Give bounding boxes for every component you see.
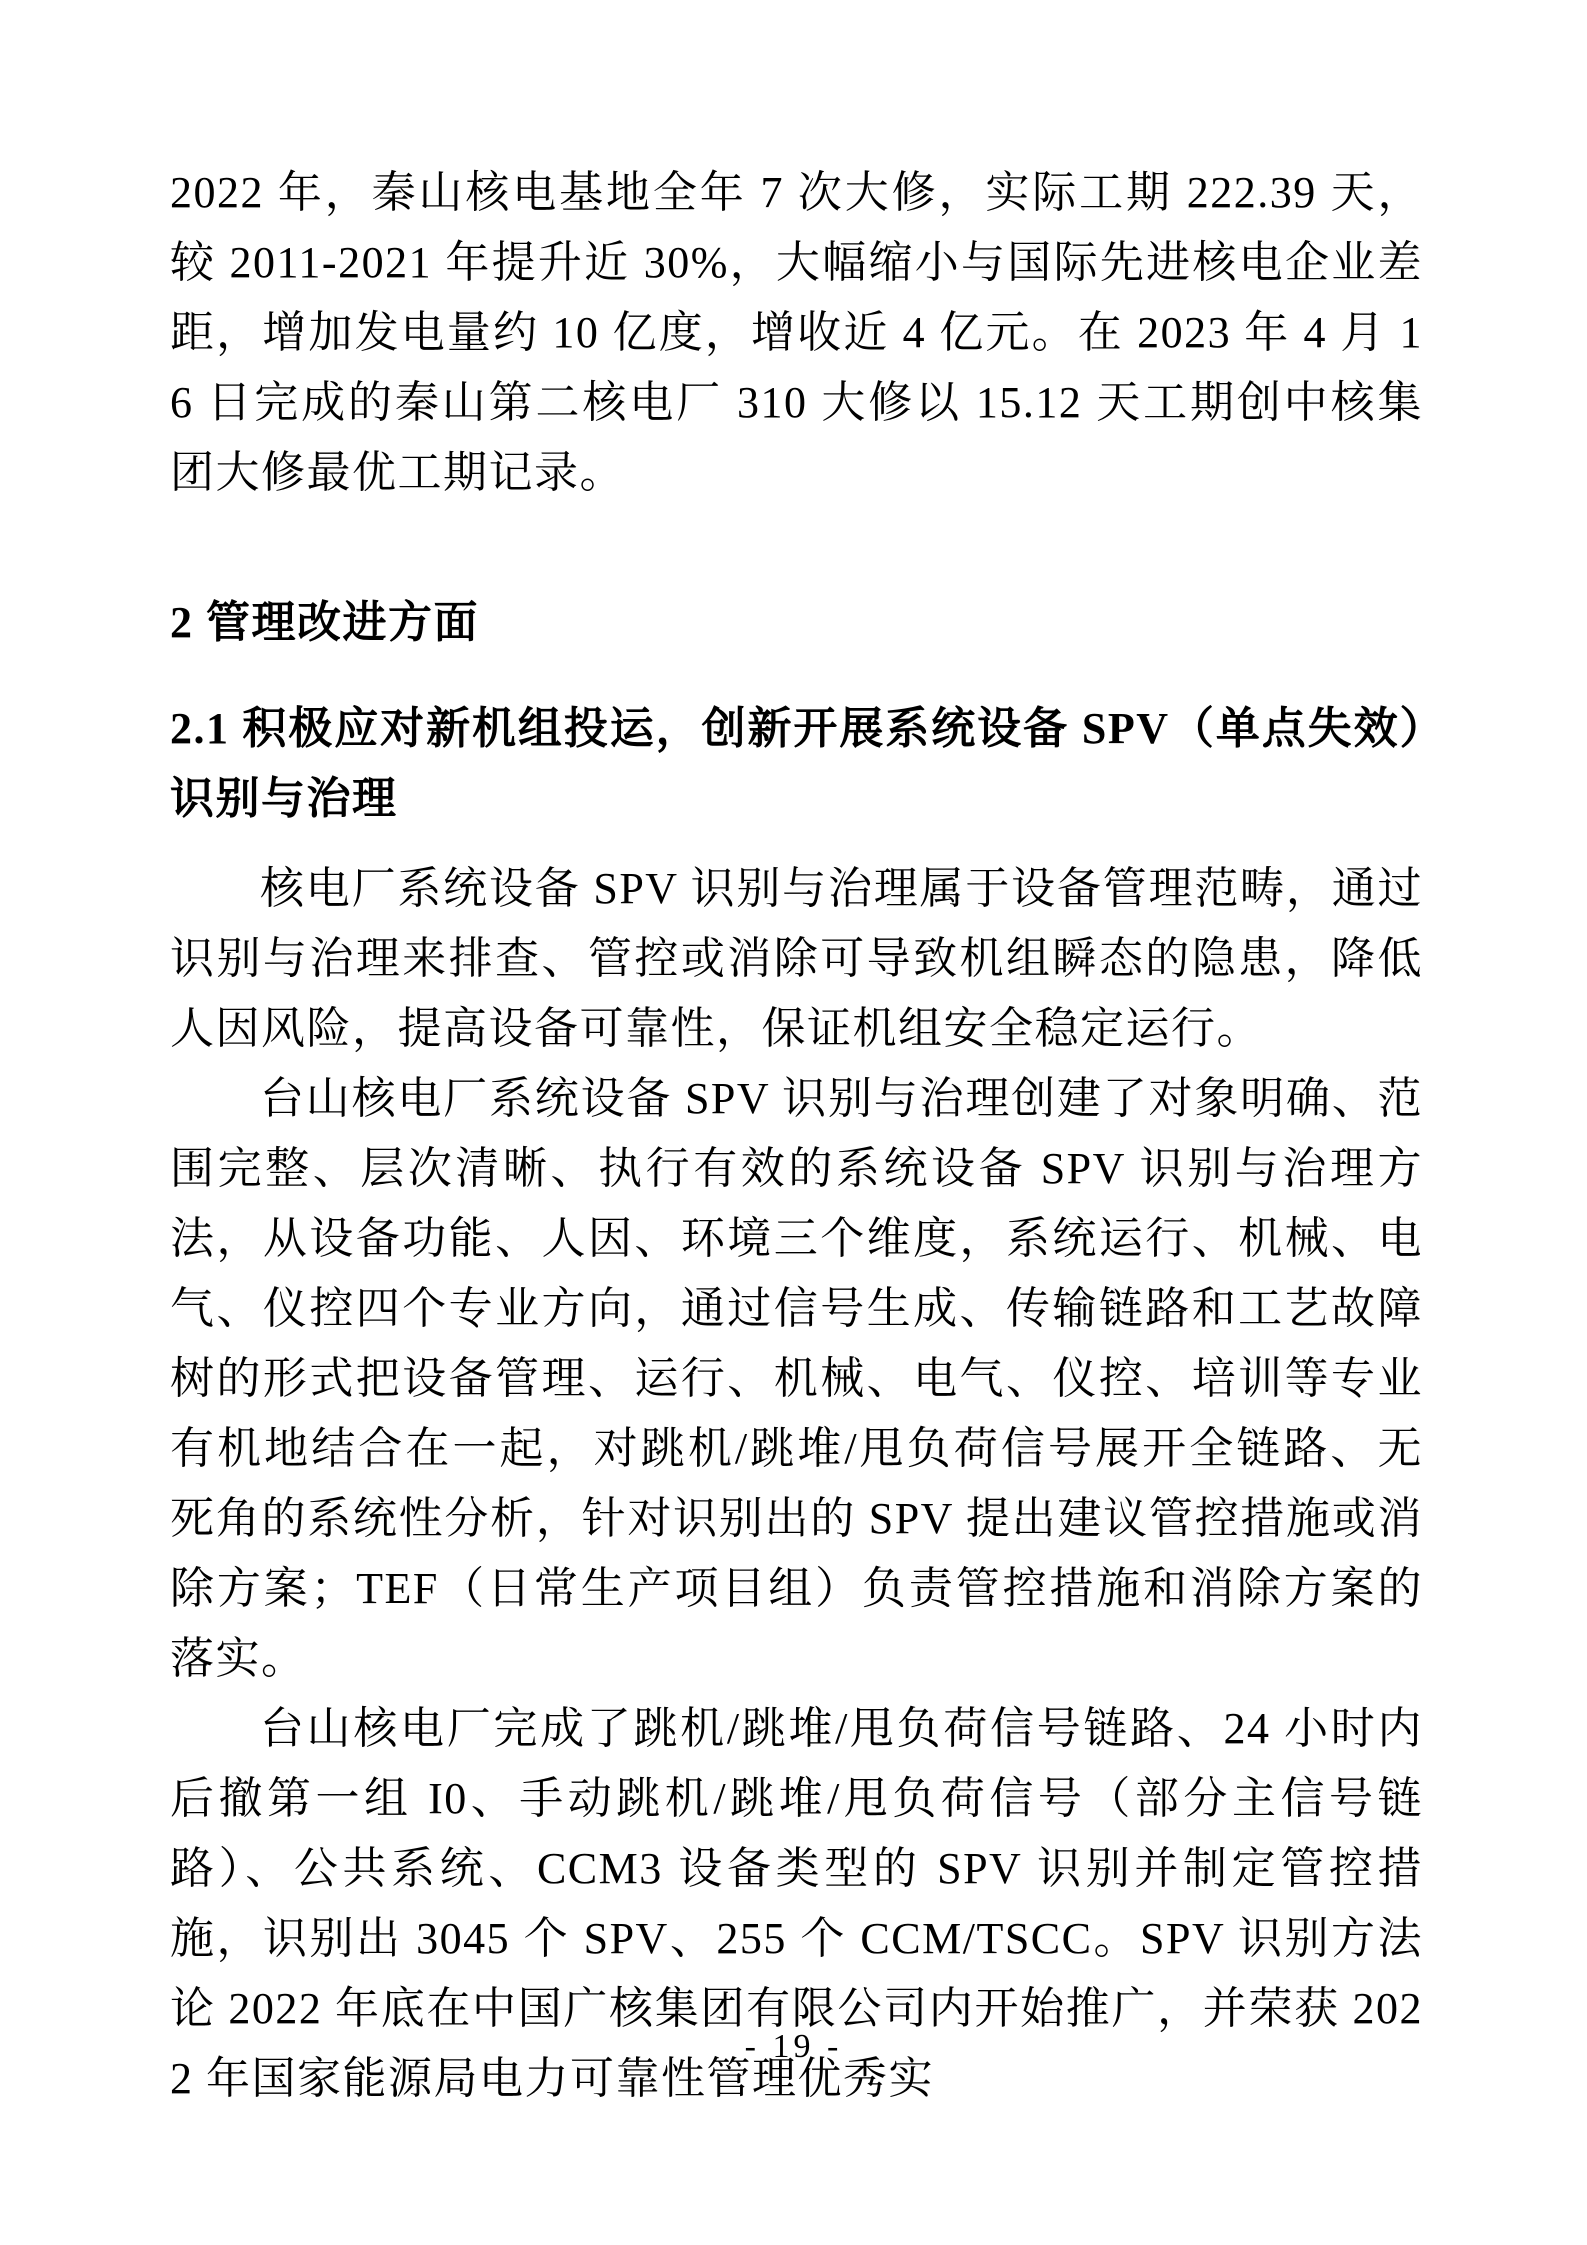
page-footer bbox=[0, 2028, 1587, 2066]
paragraph-spv-definition: 核电厂系统设备 SPV 识别与治理属于设备管理范畴，通过识别与治理来排查、管控或消除可导致机组瞬态的隐患，降低人因风险，提高设备可靠性，保证机组安全稳定运行。 bbox=[170, 864, 1423, 1053]
section-heading-2-1: 2.1 积极应对新机组投运，创新开展系统设备 SPV（单点失效）识别与治理 bbox=[170, 704, 1423, 823]
paragraph-overhaul-results: 2022 年，秦山核电基地全年 7 次大修，实际工期 222.39 天，较 2011-2021 年提升近 30%，大幅缩小与国际先进核电企业差距，增加发电量约 10 亿度，增收近 4 亿元。在 2023 年 4 月 16 日完成的秦山第二核电厂 310 大修以 15.12 天工期创中核集团大修最优工期记录。 bbox=[170, 168, 1423, 497]
paragraph-taishan-spv-method: 台山核电厂系统设备 SPV 识别与治理创建了对象明确、范围完整、层次清晰、执行有效的系统设备 SPV 识别与治理方法，从设备功能、人因、环境三个维度，系统运行、机械、电气、仪控四个专业方向，通过信号生成、传输链路和工艺故障树的形式把设备管理、运行、机械、电气、仪控、培训等专业有机地结合在一起，对跳机/跳堆/甩负荷信号展开全链路、无死角的系统性分析，针对识别出的 SPV 提出建议管控措施或消除方案；TEF（日常生产项目组）负责管控措施和消除方案的落实。 bbox=[170, 1074, 1423, 1683]
paragraph-taishan-spv-results: 台山核电厂完成了跳机/跳堆/甩负荷信号链路、24 小时内后撤第一组 I0、手动跳机/跳堆/甩负荷信号（部分主信号链路）、公共系统、CCM3 设备类型的 SPV 识别并制定管控措施，识别出 3045 个 SPV、255 个 CCM/TSCC。SPV 识别方法论 2022 年底在中国广核集团有限公司内开始推广，并荣获 2022 年国家能源局电力可靠性管理优秀实 bbox=[170, 1704, 1423, 2103]
page-number: - 19 - bbox=[744, 2028, 843, 2065]
page-content bbox=[170, 158, 1423, 2114]
section-heading-2: 2 管理改进方面 bbox=[170, 598, 479, 647]
